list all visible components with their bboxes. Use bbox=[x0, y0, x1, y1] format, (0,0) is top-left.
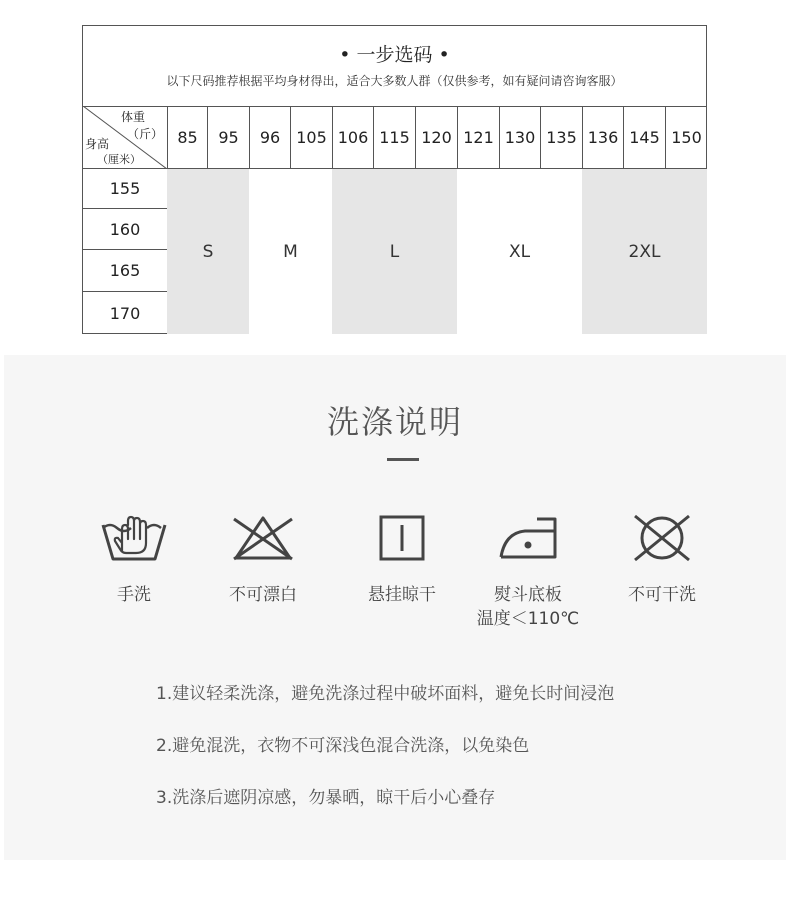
weight-header-cell: 150 bbox=[665, 106, 707, 169]
weight-header-cell: 85 bbox=[167, 106, 207, 169]
hang-dry-icon bbox=[378, 513, 426, 563]
size-chart-header bbox=[83, 26, 706, 107]
height-row-cell: 170 bbox=[109, 303, 141, 323]
iron-low-icon bbox=[495, 513, 561, 563]
size-chart-subtitle: 以下尺码推荐根据平均身材得出，适合大多数人群（仅供参考，如有疑问请咨询客服） bbox=[166, 74, 623, 88]
wash-note-1: 1.建议轻柔洗涤，避免洗涤过程中破坏面料，避免长时间浸泡 bbox=[156, 684, 615, 704]
size-band-s: S bbox=[167, 169, 249, 334]
wash-section bbox=[4, 355, 786, 860]
weight-header-cell: 121 bbox=[457, 106, 499, 169]
size-chart-title: • 一步选码 • bbox=[339, 44, 450, 66]
wash-title: 洗涤说明 bbox=[326, 403, 463, 441]
care-hang-dry bbox=[342, 513, 462, 607]
height-row-cell: 160 bbox=[83, 209, 167, 250]
weight-header-cell: 115 bbox=[373, 106, 415, 169]
weight-header-cell: 145 bbox=[623, 106, 665, 169]
size-band-xl: XL bbox=[457, 169, 582, 334]
weight-header-cell: 105 bbox=[290, 106, 332, 169]
weight-header-cell: 130 bbox=[499, 106, 540, 169]
care-label-no-dry-clean: 不可干洗 bbox=[628, 585, 696, 605]
care-label-no-bleach: 不可漂白 bbox=[229, 585, 297, 605]
weight-header-cell: 136 bbox=[582, 106, 623, 169]
size-band-2xl: 2XL bbox=[582, 169, 707, 334]
care-no-bleach bbox=[203, 513, 323, 607]
hand-wash-icon bbox=[100, 513, 168, 563]
weight-header-cell: 120 bbox=[415, 106, 457, 169]
wash-note-2: 2.避免混洗，衣物不可深浅色混合洗涤，以免染色 bbox=[156, 736, 530, 756]
height-row-cell: 165 bbox=[83, 250, 167, 292]
care-iron bbox=[468, 513, 588, 631]
size-chart bbox=[82, 25, 707, 334]
size-grid bbox=[83, 106, 706, 334]
corner-weight-unit: （斤） bbox=[127, 127, 164, 141]
weight-header-cell: 95 bbox=[207, 106, 249, 169]
weight-header-cell: 96 bbox=[249, 106, 290, 169]
care-label-hang-dry: 悬挂晾干 bbox=[368, 585, 436, 605]
iron-label-line1: 熨斗底板 bbox=[494, 585, 562, 605]
height-row-cell: 155 bbox=[83, 169, 167, 209]
corner-weight-label: 体重 bbox=[121, 110, 146, 124]
size-band-m: M bbox=[249, 169, 332, 334]
weight-header-cell: 106 bbox=[332, 106, 373, 169]
wash-note-3: 3.洗涤后遮阴凉感，勿暴晒，晾干后小心叠存 bbox=[156, 788, 496, 808]
corner-height-label: 身高 bbox=[85, 137, 110, 151]
size-band-l: L bbox=[332, 169, 457, 334]
corner-height-unit: （厘米） bbox=[97, 153, 141, 166]
care-label-hand-wash: 手洗 bbox=[117, 585, 151, 605]
iron-label-line2: 温度＜110℃ bbox=[476, 609, 580, 629]
title-divider bbox=[387, 458, 419, 461]
weight-header-cell: 135 bbox=[540, 106, 582, 169]
care-no-dry-clean bbox=[602, 513, 722, 607]
no-dry-clean-icon bbox=[629, 513, 695, 563]
care-hand-wash bbox=[74, 513, 194, 607]
care-label-iron bbox=[468, 583, 588, 631]
no-bleach-icon bbox=[230, 513, 296, 563]
corner-cell bbox=[83, 106, 167, 169]
